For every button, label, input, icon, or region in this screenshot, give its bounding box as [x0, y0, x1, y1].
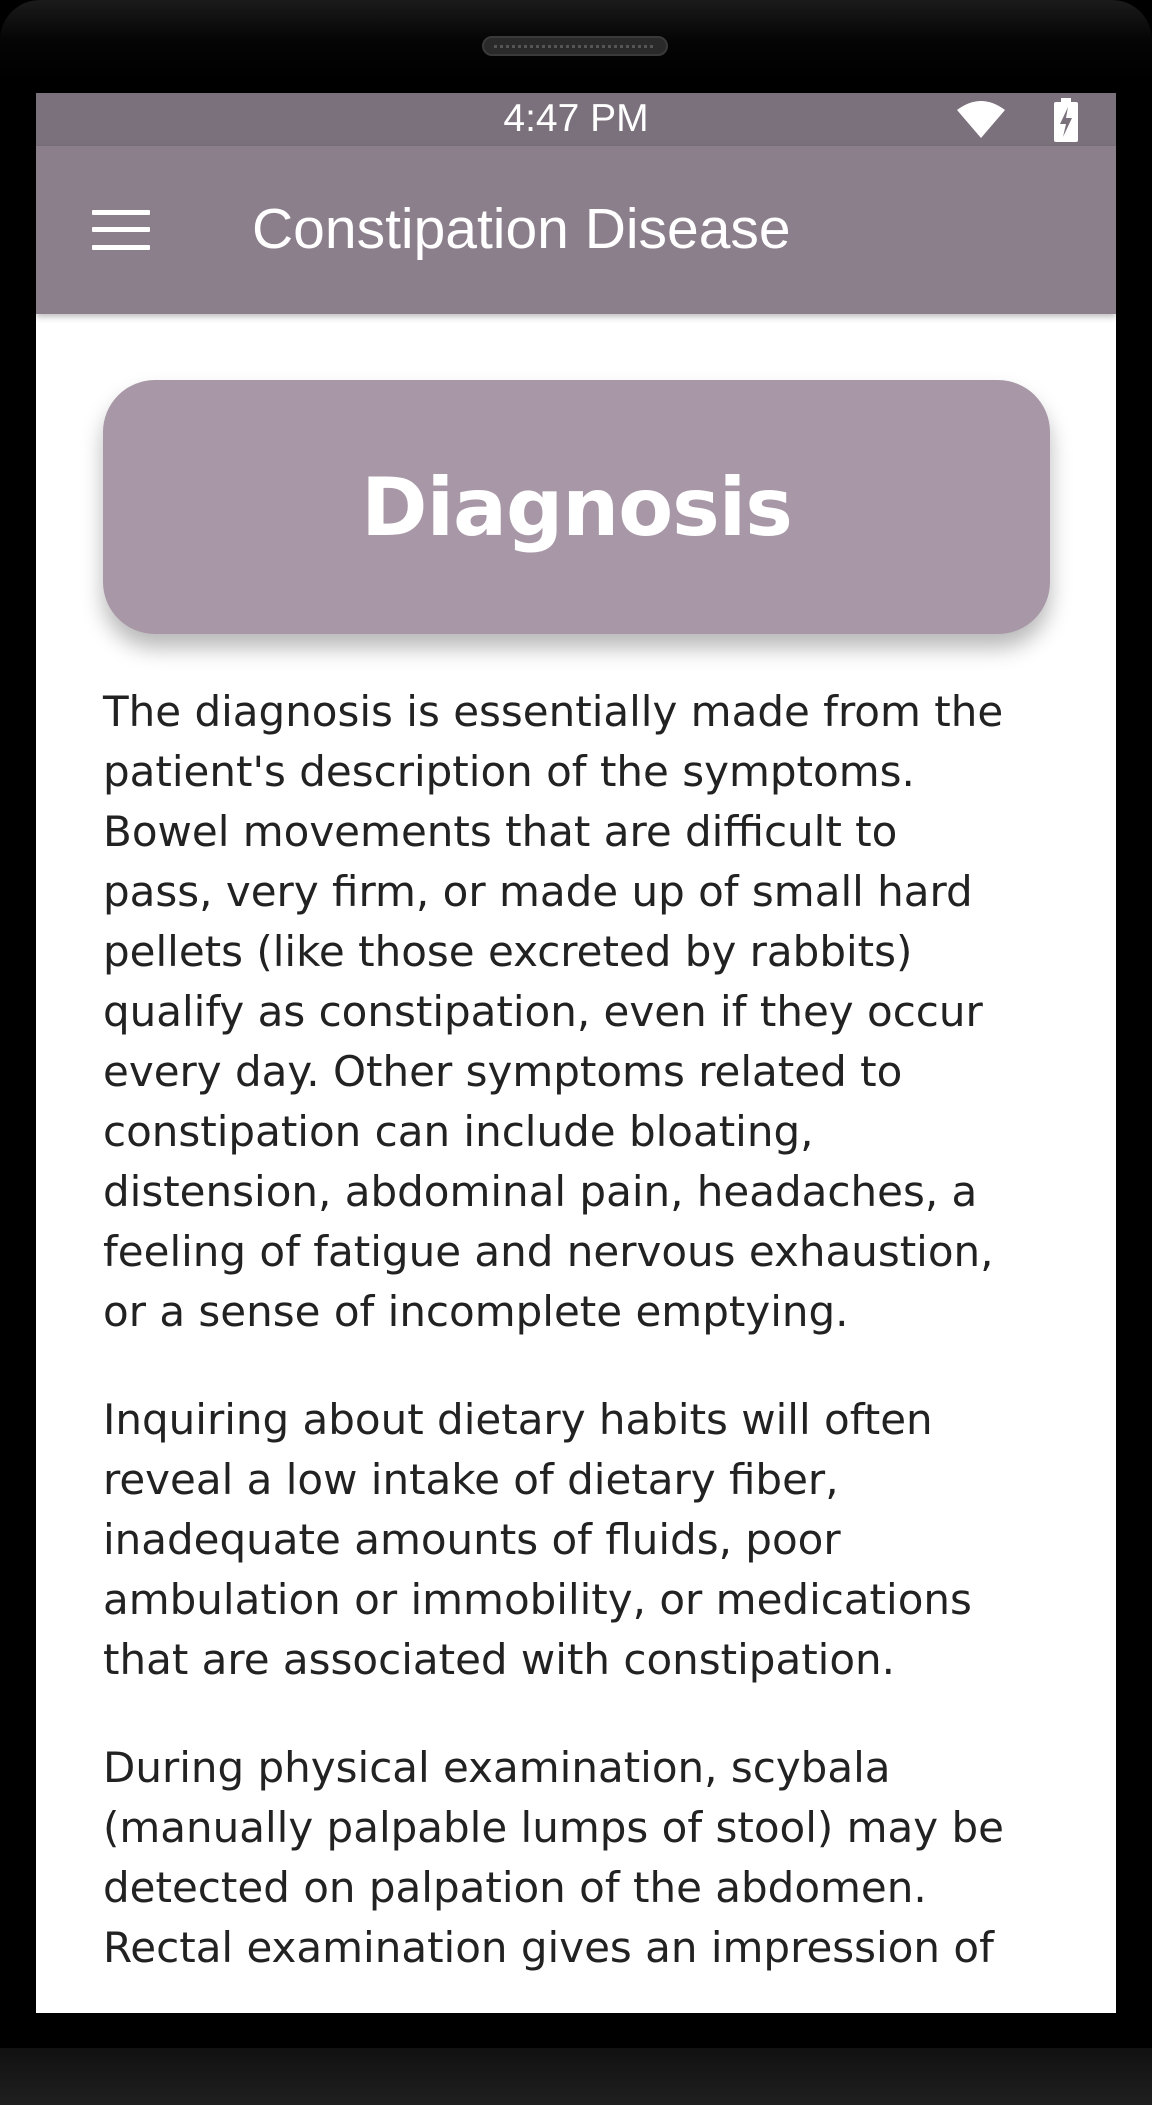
paragraph: Inquiring about dietary habits will often reveal a low intake of dietary fiber, inadequate amounts of fluids, poor ambulation or immobility, or medications that are associated with constipation. [103, 1395, 972, 1684]
earpiece-speaker [482, 36, 668, 56]
phone-screen [36, 93, 1116, 2013]
app-title: Constipation Disease [252, 197, 791, 261]
paragraph: The diagnosis is essentially made from the patient's description of the symptoms. Bowel movements that are difficult to pass, very firm, or made up of small hard pellets (like those excreted by rabbits) qualify as constipation, even if they occur every day. Other symptoms related to constipation can include bloating, distension, abdominal pain, headaches, a feeling of fatigue and nervous exhaustion, or a sense of incomplete emptying. [103, 687, 1004, 1336]
article-body [103, 682, 1063, 2013]
status-time: 4:47 PM [503, 97, 649, 140]
hamburger-menu-icon[interactable] [92, 210, 150, 250]
paragraph: During physical examination, scybala (manually palpable lumps of stool) may be detected on palpation of the abdomen. Rectal examination gives an impression of [103, 1743, 1004, 1972]
status-bar [36, 93, 1116, 146]
section-heading: Diagnosis [361, 460, 792, 554]
section-heading-card [103, 380, 1050, 634]
wifi-icon [956, 101, 1006, 139]
battery-charging-icon [1054, 98, 1078, 142]
device-chin [0, 2048, 1152, 2105]
app-toolbar [36, 146, 1116, 314]
